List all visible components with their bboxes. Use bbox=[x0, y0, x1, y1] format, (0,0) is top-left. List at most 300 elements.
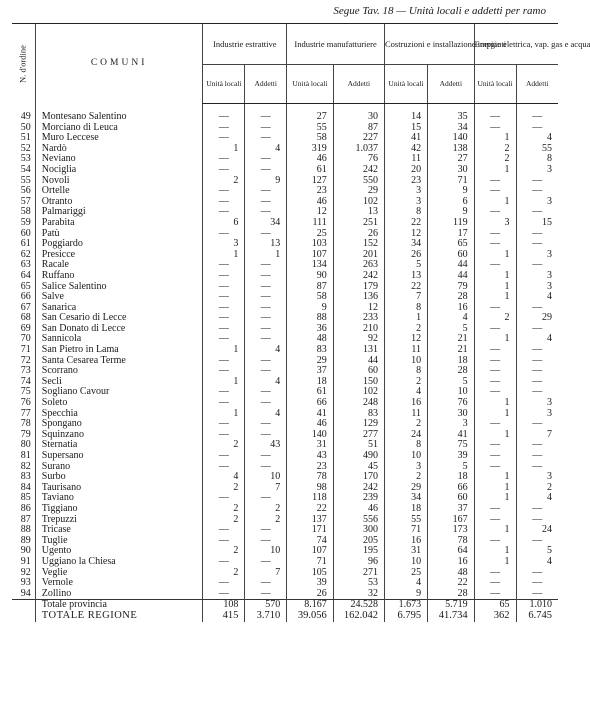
comune-name: Novoli bbox=[35, 176, 203, 187]
value-cell: 22 bbox=[428, 578, 475, 589]
value-cell: 233 bbox=[333, 313, 384, 324]
subheader-unita-locali: Unità locali bbox=[385, 65, 428, 104]
value-cell: 1 bbox=[474, 250, 516, 261]
value-cell: 140 bbox=[428, 133, 475, 144]
value-cell: 83 bbox=[333, 409, 384, 420]
value-cell: 4 bbox=[245, 345, 287, 356]
table-row bbox=[12, 250, 558, 261]
value-cell: — bbox=[516, 366, 558, 377]
value-cell: 23 bbox=[287, 462, 334, 473]
value-cell: — bbox=[245, 430, 287, 441]
comune-name: Salve bbox=[35, 292, 203, 303]
value-cell: 103 bbox=[287, 239, 334, 250]
value-cell: — bbox=[516, 186, 558, 197]
table-row bbox=[12, 282, 558, 293]
value-cell: 29 bbox=[287, 356, 334, 367]
subheader-addetti: Addetti bbox=[516, 65, 558, 104]
comune-name: San Donato di Lecce bbox=[35, 324, 203, 335]
value-cell: — bbox=[474, 123, 516, 134]
value-cell: 18 bbox=[287, 377, 334, 388]
comune-name: Nardò bbox=[35, 144, 203, 155]
value-cell: — bbox=[474, 207, 516, 218]
row-number: 86 bbox=[20, 502, 31, 514]
value-cell: 170 bbox=[333, 472, 384, 483]
comune-name: Morciano di Leuca bbox=[35, 123, 203, 134]
value-cell: 5 bbox=[428, 324, 475, 335]
value-cell: — bbox=[203, 165, 245, 176]
value-cell: 1 bbox=[474, 398, 516, 409]
value-cell: 248 bbox=[333, 398, 384, 409]
value-cell: — bbox=[474, 387, 516, 398]
row-number: 84 bbox=[20, 481, 31, 493]
comune-name: Surano bbox=[35, 462, 203, 473]
value-cell: 71 bbox=[385, 525, 428, 536]
value-cell: 129 bbox=[333, 419, 384, 430]
value-cell: 60 bbox=[428, 250, 475, 261]
value-cell: 1 bbox=[474, 546, 516, 557]
value-cell: 2 bbox=[474, 154, 516, 165]
comune-name: Sogliano Cavour bbox=[35, 387, 203, 398]
value-cell: 26 bbox=[287, 589, 334, 600]
value-cell: 9 bbox=[245, 176, 287, 187]
value-cell: — bbox=[474, 303, 516, 314]
value-cell: 300 bbox=[333, 525, 384, 536]
group-header-energia: Energie elettrica, vap. gas e acqua bbox=[474, 24, 558, 65]
comune-name: Soleto bbox=[35, 398, 203, 409]
value-cell: 18 bbox=[428, 356, 475, 367]
row-number: 54 bbox=[20, 163, 31, 175]
row-number: 76 bbox=[20, 397, 31, 409]
value-cell: — bbox=[245, 133, 287, 144]
value-cell: 1 bbox=[474, 165, 516, 176]
value-cell: 3 bbox=[516, 197, 558, 208]
value-cell: 61 bbox=[287, 387, 334, 398]
value-cell: — bbox=[474, 356, 516, 367]
value-cell: — bbox=[203, 324, 245, 335]
comune-name: Muro Leccese bbox=[35, 133, 203, 144]
value-cell: 1 bbox=[203, 377, 245, 388]
value-cell: 2 bbox=[385, 472, 428, 483]
value-cell: — bbox=[516, 207, 558, 218]
value-cell: 17 bbox=[428, 229, 475, 240]
value-cell: 4 bbox=[245, 144, 287, 155]
table-row bbox=[12, 271, 558, 282]
table-row bbox=[12, 292, 558, 303]
comune-name: Racale bbox=[35, 260, 203, 271]
value-cell: 242 bbox=[333, 271, 384, 282]
row-number: 69 bbox=[20, 322, 31, 334]
value-cell: 34 bbox=[385, 239, 428, 250]
value-cell: — bbox=[203, 112, 245, 123]
comune-name: Salice Salentino bbox=[35, 282, 203, 293]
value-cell: 61 bbox=[287, 165, 334, 176]
value-cell: — bbox=[203, 186, 245, 197]
value-cell: 48 bbox=[428, 568, 475, 579]
value-cell: 490 bbox=[333, 451, 384, 462]
value-cell: — bbox=[516, 260, 558, 271]
value-cell: 58 bbox=[287, 292, 334, 303]
value-cell: 13 bbox=[333, 207, 384, 218]
value-cell: 136 bbox=[333, 292, 384, 303]
value-cell: 15 bbox=[385, 123, 428, 134]
table-row bbox=[12, 504, 558, 515]
value-cell: 1 bbox=[245, 250, 287, 261]
row-number: 63 bbox=[20, 259, 31, 271]
row-number: 85 bbox=[20, 492, 31, 504]
value-cell: — bbox=[245, 324, 287, 335]
value-cell: 37 bbox=[287, 366, 334, 377]
table-row bbox=[12, 356, 558, 367]
row-number: 77 bbox=[20, 407, 31, 419]
value-cell: 3 bbox=[516, 165, 558, 176]
value-cell: — bbox=[245, 398, 287, 409]
total-value: 8.167 bbox=[287, 600, 334, 611]
value-cell: 4 bbox=[385, 578, 428, 589]
table-row bbox=[12, 186, 558, 197]
total-value: 39.056 bbox=[287, 611, 334, 622]
table-row bbox=[12, 229, 558, 240]
value-cell: 2 bbox=[203, 483, 245, 494]
value-cell: — bbox=[203, 282, 245, 293]
value-cell: — bbox=[203, 525, 245, 536]
comune-name: Zollino bbox=[35, 589, 203, 600]
row-number: 49 bbox=[20, 111, 31, 122]
column-header-comuni: COMUNI bbox=[35, 24, 203, 104]
comune-name: Tuglie bbox=[35, 536, 203, 547]
total-value: 1.010 bbox=[516, 600, 558, 611]
value-cell: 140 bbox=[287, 430, 334, 441]
value-cell: — bbox=[474, 186, 516, 197]
value-cell: 1 bbox=[474, 292, 516, 303]
value-cell: 88 bbox=[287, 313, 334, 324]
value-cell: 1 bbox=[203, 250, 245, 261]
value-cell: 74 bbox=[287, 536, 334, 547]
row-number: 71 bbox=[20, 344, 31, 356]
row-number: 62 bbox=[20, 248, 31, 260]
row-number: 58 bbox=[20, 206, 31, 218]
value-cell: — bbox=[245, 207, 287, 218]
value-cell: 1 bbox=[474, 483, 516, 494]
comune-name: Neviano bbox=[35, 154, 203, 165]
value-cell: 173 bbox=[428, 525, 475, 536]
value-cell: — bbox=[474, 589, 516, 600]
value-cell: 4 bbox=[516, 133, 558, 144]
row-number: 78 bbox=[20, 418, 31, 430]
value-cell: — bbox=[474, 176, 516, 187]
value-cell: — bbox=[474, 515, 516, 526]
value-cell: 46 bbox=[333, 504, 384, 515]
value-cell: 105 bbox=[287, 568, 334, 579]
value-cell: 107 bbox=[287, 546, 334, 557]
table-row bbox=[12, 398, 558, 409]
value-cell: 4 bbox=[385, 387, 428, 398]
value-cell: 1 bbox=[203, 409, 245, 420]
value-cell: — bbox=[203, 419, 245, 430]
table-row bbox=[12, 133, 558, 144]
value-cell: — bbox=[474, 440, 516, 451]
row-number: 83 bbox=[20, 471, 31, 483]
value-cell: — bbox=[516, 324, 558, 335]
value-cell: 102 bbox=[333, 197, 384, 208]
comune-name: Palmariggi bbox=[35, 207, 203, 218]
value-cell: 7 bbox=[245, 568, 287, 579]
value-cell: — bbox=[245, 303, 287, 314]
value-cell: 1 bbox=[474, 472, 516, 483]
value-cell: 2 bbox=[203, 515, 245, 526]
row-number: 94 bbox=[20, 587, 31, 599]
value-cell: — bbox=[474, 345, 516, 356]
value-cell: — bbox=[516, 451, 558, 462]
row-number: 52 bbox=[20, 142, 31, 154]
table-row bbox=[12, 112, 558, 123]
value-cell: 29 bbox=[516, 313, 558, 324]
value-cell: — bbox=[203, 536, 245, 547]
value-cell: 11 bbox=[385, 154, 428, 165]
data-table bbox=[12, 23, 590, 622]
value-cell: — bbox=[474, 260, 516, 271]
table-row bbox=[12, 589, 558, 600]
value-cell: 8 bbox=[385, 440, 428, 451]
total-value: 3.710 bbox=[245, 611, 287, 622]
total-value: 6.745 bbox=[516, 611, 558, 622]
totale-regione-row bbox=[12, 611, 558, 622]
value-cell: — bbox=[245, 451, 287, 462]
value-cell: 41 bbox=[287, 409, 334, 420]
table-body bbox=[12, 104, 558, 622]
value-cell: 66 bbox=[287, 398, 334, 409]
value-cell: 96 bbox=[333, 557, 384, 568]
row-number: 81 bbox=[20, 450, 31, 461]
value-cell: 12 bbox=[385, 334, 428, 345]
value-cell: 2 bbox=[474, 144, 516, 155]
value-cell: 2 bbox=[385, 377, 428, 388]
comune-name: Poggiardo bbox=[35, 239, 203, 250]
table-row bbox=[12, 462, 558, 473]
value-cell: 55 bbox=[287, 123, 334, 134]
value-cell: 21 bbox=[428, 345, 475, 356]
value-cell: 263 bbox=[333, 260, 384, 271]
value-cell: 48 bbox=[287, 334, 334, 345]
value-cell: 42 bbox=[385, 144, 428, 155]
value-cell: 34 bbox=[385, 493, 428, 504]
value-cell: 87 bbox=[287, 282, 334, 293]
value-cell: 55 bbox=[385, 515, 428, 526]
value-cell: 15 bbox=[516, 218, 558, 229]
header-row-groups bbox=[12, 24, 558, 65]
value-cell: 87 bbox=[333, 123, 384, 134]
value-cell: 3 bbox=[428, 419, 475, 430]
value-cell: — bbox=[245, 525, 287, 536]
value-cell: 119 bbox=[428, 218, 475, 229]
value-cell: 4 bbox=[203, 472, 245, 483]
value-cell: 5 bbox=[428, 377, 475, 388]
value-cell: 3 bbox=[516, 398, 558, 409]
value-cell: 11 bbox=[385, 409, 428, 420]
value-cell: 27 bbox=[287, 112, 334, 123]
comune-name: Ortelle bbox=[35, 186, 203, 197]
value-cell: — bbox=[203, 334, 245, 345]
value-cell: 7 bbox=[245, 483, 287, 494]
value-cell: — bbox=[245, 578, 287, 589]
value-cell: — bbox=[516, 229, 558, 240]
value-cell: — bbox=[203, 303, 245, 314]
value-cell: 1 bbox=[474, 197, 516, 208]
value-cell: — bbox=[245, 165, 287, 176]
comune-name: Presicce bbox=[35, 250, 203, 261]
value-cell: — bbox=[516, 440, 558, 451]
value-cell: 277 bbox=[333, 430, 384, 441]
value-cell: 3 bbox=[516, 271, 558, 282]
value-cell: 64 bbox=[428, 546, 475, 557]
value-cell: 6 bbox=[203, 218, 245, 229]
value-cell: 1 bbox=[474, 334, 516, 345]
comune-name: Sanarica bbox=[35, 303, 203, 314]
value-cell: 251 bbox=[333, 218, 384, 229]
comune-name: Uggiano la Chiesa bbox=[35, 557, 203, 568]
value-cell: — bbox=[203, 154, 245, 165]
value-cell: 1 bbox=[474, 493, 516, 504]
value-cell: 29 bbox=[333, 186, 384, 197]
table-row bbox=[12, 409, 558, 420]
value-cell: — bbox=[474, 419, 516, 430]
value-cell: — bbox=[474, 504, 516, 515]
row-number: 75 bbox=[20, 386, 31, 398]
value-cell: — bbox=[516, 123, 558, 134]
table-row bbox=[12, 440, 558, 451]
value-cell: — bbox=[474, 239, 516, 250]
value-cell: 201 bbox=[333, 250, 384, 261]
value-cell: 30 bbox=[428, 409, 475, 420]
value-cell: 36 bbox=[287, 324, 334, 335]
value-cell: 12 bbox=[385, 229, 428, 240]
value-cell: 8 bbox=[385, 303, 428, 314]
value-cell: 75 bbox=[428, 440, 475, 451]
row-number: 57 bbox=[20, 195, 31, 207]
group-header-manufatturiere: Industrie manufatturiere bbox=[287, 24, 385, 65]
value-cell: 41 bbox=[428, 430, 475, 441]
table-row bbox=[12, 578, 558, 589]
n-ordine-label: N. d'ordine bbox=[18, 44, 29, 83]
value-cell: 18 bbox=[428, 472, 475, 483]
value-cell: — bbox=[245, 589, 287, 600]
table-row bbox=[12, 324, 558, 335]
total-value: 108 bbox=[203, 600, 245, 611]
value-cell: — bbox=[516, 515, 558, 526]
subheader-unita-locali: Unità locali bbox=[474, 65, 516, 104]
comune-name: Parabita bbox=[35, 218, 203, 229]
value-cell: — bbox=[203, 557, 245, 568]
value-cell: 53 bbox=[333, 578, 384, 589]
value-cell: 58 bbox=[287, 133, 334, 144]
value-cell: 26 bbox=[333, 229, 384, 240]
value-cell: 16 bbox=[428, 303, 475, 314]
table-row bbox=[12, 165, 558, 176]
value-cell: — bbox=[203, 313, 245, 324]
value-cell: 5 bbox=[516, 546, 558, 557]
value-cell: 14 bbox=[385, 112, 428, 123]
value-cell: — bbox=[516, 176, 558, 187]
value-cell: 4 bbox=[516, 493, 558, 504]
comune-name: Tiggiano bbox=[35, 504, 203, 515]
row-number: 91 bbox=[20, 555, 31, 567]
value-cell: 32 bbox=[333, 589, 384, 600]
value-cell: — bbox=[245, 334, 287, 345]
comune-name: Ugento bbox=[35, 546, 203, 557]
value-cell: 2 bbox=[245, 515, 287, 526]
value-cell: 556 bbox=[333, 515, 384, 526]
value-cell: 27 bbox=[428, 154, 475, 165]
value-cell: 138 bbox=[428, 144, 475, 155]
value-cell: — bbox=[203, 356, 245, 367]
value-cell: 137 bbox=[287, 515, 334, 526]
table-row bbox=[12, 483, 558, 494]
value-cell: 28 bbox=[428, 589, 475, 600]
value-cell: 22 bbox=[385, 282, 428, 293]
value-cell: — bbox=[203, 589, 245, 600]
value-cell: 37 bbox=[428, 504, 475, 515]
value-cell: 10 bbox=[385, 356, 428, 367]
value-cell: — bbox=[203, 197, 245, 208]
value-cell: 71 bbox=[287, 557, 334, 568]
value-cell: 2 bbox=[474, 313, 516, 324]
value-cell: 34 bbox=[245, 218, 287, 229]
value-cell: 2 bbox=[516, 483, 558, 494]
value-cell: 3 bbox=[516, 282, 558, 293]
value-cell: 24 bbox=[516, 525, 558, 536]
value-cell: — bbox=[245, 292, 287, 303]
value-cell: 195 bbox=[333, 546, 384, 557]
row-number: 53 bbox=[20, 153, 31, 165]
value-cell: — bbox=[203, 578, 245, 589]
value-cell: — bbox=[203, 207, 245, 218]
value-cell: 83 bbox=[287, 345, 334, 356]
value-cell: 41 bbox=[385, 133, 428, 144]
value-cell: 150 bbox=[333, 377, 384, 388]
value-cell: 10 bbox=[385, 557, 428, 568]
value-cell: 2 bbox=[245, 504, 287, 515]
value-cell: 8 bbox=[385, 207, 428, 218]
row-number: 64 bbox=[20, 269, 31, 281]
value-cell: 22 bbox=[287, 504, 334, 515]
comune-name: Surbo bbox=[35, 472, 203, 483]
row-number: 90 bbox=[20, 545, 31, 557]
total-value: 162.042 bbox=[333, 611, 384, 622]
value-cell: — bbox=[203, 398, 245, 409]
row-number: 51 bbox=[20, 132, 31, 144]
value-cell: — bbox=[474, 112, 516, 123]
value-cell: 127 bbox=[287, 176, 334, 187]
subheader-addetti: Addetti bbox=[428, 65, 475, 104]
value-cell: — bbox=[474, 377, 516, 388]
value-cell: 78 bbox=[428, 536, 475, 547]
value-cell: — bbox=[516, 345, 558, 356]
row-number: 92 bbox=[20, 566, 31, 578]
value-cell: — bbox=[245, 387, 287, 398]
value-cell: 4 bbox=[516, 334, 558, 345]
total-value: 1.673 bbox=[385, 600, 428, 611]
comune-name: Nociglia bbox=[35, 165, 203, 176]
table-row bbox=[12, 218, 558, 229]
value-cell: 1 bbox=[203, 144, 245, 155]
value-cell: — bbox=[245, 271, 287, 282]
comune-name: Specchia bbox=[35, 409, 203, 420]
value-cell: 44 bbox=[428, 260, 475, 271]
value-cell: 10 bbox=[385, 451, 428, 462]
value-cell: — bbox=[203, 260, 245, 271]
value-cell: — bbox=[245, 366, 287, 377]
comune-name: Ruffano bbox=[35, 271, 203, 282]
total-value: 6.795 bbox=[385, 611, 428, 622]
